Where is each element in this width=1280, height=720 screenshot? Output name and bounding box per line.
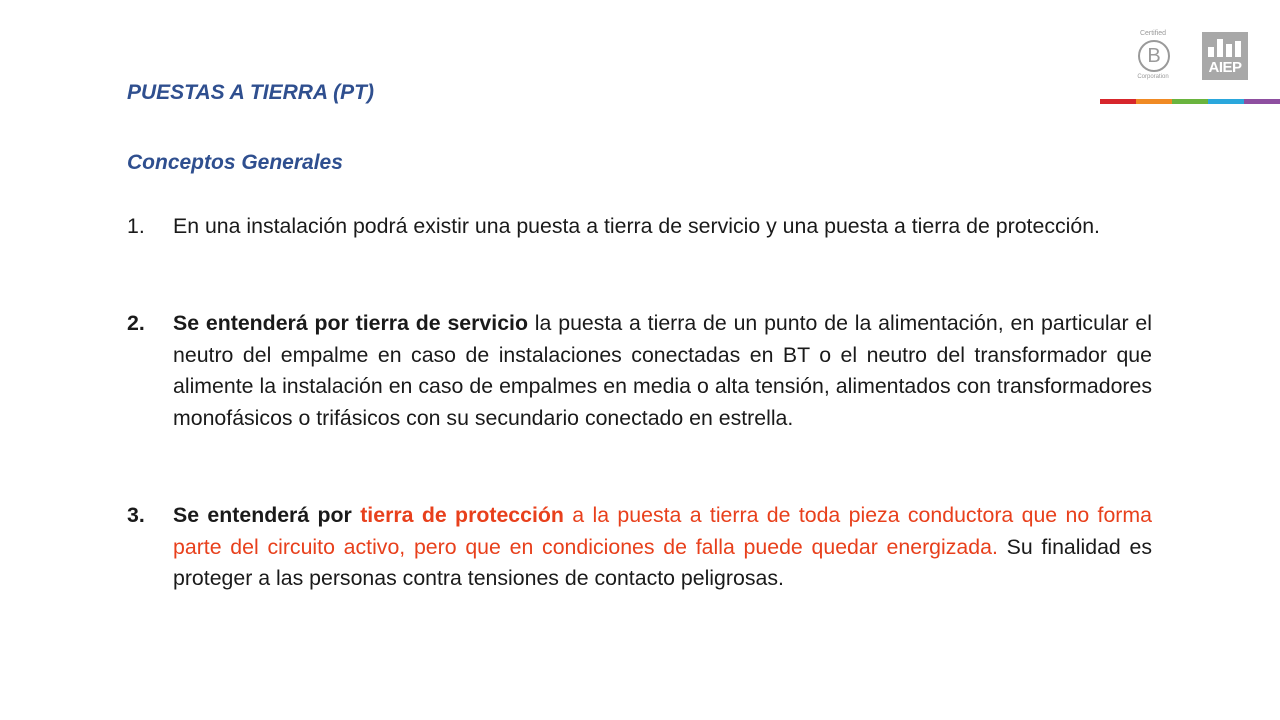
aiep-logo [1202, 32, 1248, 80]
bcorp-b-icon: B [1138, 40, 1170, 72]
body-text: Su finalidad es proteger a las personas contra tensiones de contacto peligrosas. [173, 534, 1152, 590]
aiep-wordmark: AIEP [1208, 59, 1242, 76]
stripe-segment [1244, 99, 1280, 104]
slide-subtitle: Conceptos Generales [127, 151, 343, 174]
list-number: 2. [127, 311, 145, 335]
highlight-text: a la puesta a tierra de toda pieza conductora que no forma parte del circuito activo, pero que en condiciones de falla puede quedar energizada. [173, 503, 1152, 559]
slide-title: PUESTAS A TIERRA (PT) [127, 81, 374, 104]
stripe-segment [1136, 99, 1172, 104]
bcorp-corporation-text: Corporation [1137, 74, 1169, 80]
bold-lead: Se entenderá por tierra de servicio [173, 311, 528, 335]
list-number: 3. [127, 503, 145, 527]
body-text: la puesta a tierra de un punto de la alimentación, en particular el neutro del empalme en caso de instalaciones conectadas en BT o el neutro del transformador que alimente la instalación en caso de empalmes en media o alta tensión, alimentados con transformadores monofásicos o trifásicos con su secundario conectado en estrella. [173, 311, 1153, 430]
list-number: 1. [127, 214, 145, 238]
list-item-3 [127, 500, 1152, 595]
list-text [173, 308, 1152, 434]
stripe-segment [1100, 99, 1136, 104]
list-text [173, 500, 1152, 595]
stripe-segment [1172, 99, 1208, 104]
list-text: En una instalación podrá existir una puesta a tierra de servicio y una puesta a tierra de protección. [173, 214, 1100, 238]
list-item-2 [127, 308, 1152, 434]
buildings-icon [1208, 39, 1242, 57]
bold-lead: Se entenderá por [173, 503, 352, 527]
highlight-term: tierra de protección [360, 503, 564, 527]
bcorp-logo [1134, 30, 1172, 82]
bcorp-certified-text: Certified [1139, 30, 1167, 37]
stripe-segment [1208, 99, 1244, 104]
list-item-1 [127, 211, 1152, 243]
brand-color-stripe [1100, 99, 1280, 104]
